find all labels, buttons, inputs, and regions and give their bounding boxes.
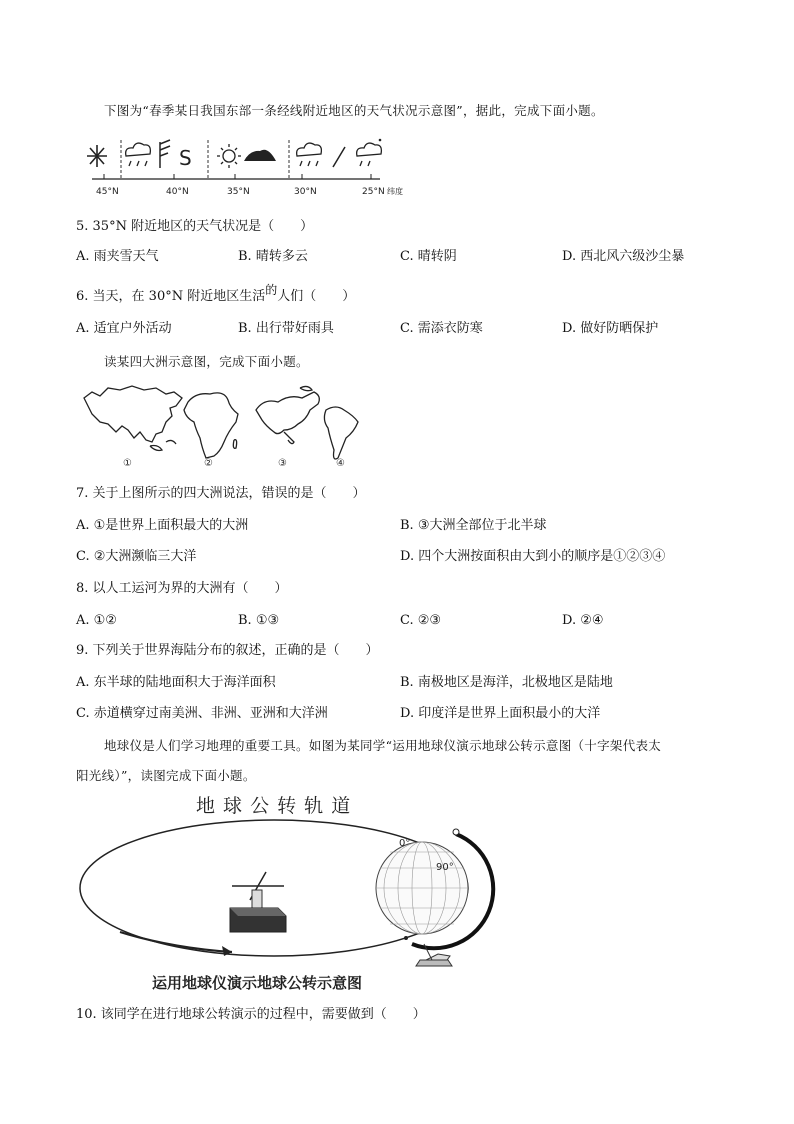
intro-weather: 下图为“春季某日我国东部一条经线附近地区的天气状况示意图”，据此，完成下面小题。 — [104, 103, 604, 118]
orbit-caption: 运用地球仪演示地球公转示意图 — [152, 974, 363, 992]
q6-option-b[interactable]: B. 出行带好雨具 — [238, 321, 334, 336]
axis-label: 纬度 — [387, 187, 403, 196]
continent-label: ④ — [336, 458, 345, 469]
q8-option-d[interactable]: D. ②④ — [562, 613, 604, 628]
greenland-outline — [300, 386, 312, 390]
transition-slash-icon — [333, 147, 345, 167]
q9-option-b[interactable]: B. 南极地区是海洋，北极地区是陆地 — [400, 675, 613, 690]
north-america-outline — [256, 392, 319, 434]
rain-cloud-icon — [297, 143, 322, 166]
tick-label: 30°N — [294, 187, 317, 197]
q6-stem: 6. 当天，在 30°N 附近地区生活的人们（ ） — [76, 283, 356, 304]
q5-stem: 5. 35°N 附近地区的天气状况是（ ） — [76, 219, 314, 234]
q9-option-a[interactable]: A. 东半球的陆地面积大于海洋面积 — [76, 675, 276, 690]
q9-option-c[interactable]: C. 赤道横穿过南美洲、非洲、亚洲和大洋洲 — [76, 706, 328, 721]
q8-option-b[interactable]: B. ①③ — [238, 613, 280, 628]
q9-stem: 9. 下列关于世界海陆分布的叙述，正确的是（ ） — [76, 643, 379, 658]
wind-barb-icon — [160, 140, 170, 168]
rain-cloud-icon — [126, 143, 151, 166]
q7-stem: 7. 关于上图所示的四大洲说法，错误的是（ ） — [76, 486, 366, 501]
continent-label: ① — [123, 458, 132, 469]
snow-icon — [87, 145, 107, 167]
orbit-title: 地 球 公 转 轨 道 — [196, 795, 352, 817]
globe — [376, 829, 493, 966]
continent-label: ③ — [278, 458, 287, 469]
tick-label: 25°N — [362, 187, 385, 197]
q5-option-b[interactable]: B. 晴转多云 — [238, 249, 308, 264]
south-america-outline — [324, 407, 358, 459]
intro-continents: 读某四大洲示意图，完成下面小题。 — [104, 354, 309, 369]
q7-option-a[interactable]: A. ①是世界上面积最大的大洲 — [76, 518, 249, 533]
africa-outline — [184, 393, 238, 458]
q6-option-d[interactable]: D. 做好防晒保护 — [562, 321, 659, 336]
label-0-degree: 0° — [399, 838, 411, 849]
overcast-icon — [244, 150, 276, 161]
q8-option-c[interactable]: C. ②③ — [400, 613, 442, 628]
islands — [150, 446, 162, 451]
q8-stem: 8. 以人工运河为界的大洲有（ ） — [76, 581, 288, 596]
q9-option-d[interactable]: D. 印度洋是世界上面积最小的大洋 — [400, 706, 601, 721]
intro-globe-line2: 阳光线）”，读图完成下面小题。 — [76, 768, 256, 783]
sun-icon — [217, 144, 241, 168]
q5-option-c[interactable]: C. 晴转阴 — [400, 249, 457, 264]
label-90-degree: 90° — [436, 862, 454, 873]
tick-label: 40°N — [166, 187, 189, 197]
sandstorm-icon: S — [179, 146, 192, 170]
orbit-figure — [72, 792, 512, 1002]
asia-outline — [84, 386, 182, 442]
light-source — [230, 872, 286, 932]
direction-arrow — [120, 932, 232, 952]
continent-label: ② — [204, 458, 213, 469]
rain-cloud-icon — [357, 143, 382, 166]
q7-option-c[interactable]: C. ②大洲濒临三大洋 — [76, 549, 197, 564]
tick-label: 45°N — [96, 187, 119, 197]
intro-globe-line1: 地球仪是人们学习地理的重要工具。如图为某同学“运用地球仪演示地球公转示意图（十字架代表太 — [104, 738, 662, 753]
q7-option-b[interactable]: B. ③大洲全部位于北半球 — [400, 518, 547, 533]
weather-chart — [84, 134, 403, 204]
q5-option-d[interactable]: D. 西北风六级沙尘暴 — [562, 249, 685, 264]
q5-option-a[interactable]: A. 雨夹雪天气 — [76, 249, 159, 264]
q6-option-c[interactable]: C. 需添衣防寒 — [400, 321, 483, 336]
continents-figure — [78, 380, 368, 470]
q7-option-d[interactable]: D. 四个大洲按面积由大到小的顺序是①②③④ — [400, 549, 666, 564]
tick-label: 35°N — [227, 187, 250, 197]
q10-stem: 10. 该同学在进行地球公转演示的过程中，需要做到（ ） — [76, 1007, 426, 1022]
q8-option-a[interactable]: A. ①② — [76, 613, 117, 628]
madagascar-outline — [233, 440, 236, 449]
q6-option-a[interactable]: A. 适宜户外活动 — [76, 321, 172, 336]
